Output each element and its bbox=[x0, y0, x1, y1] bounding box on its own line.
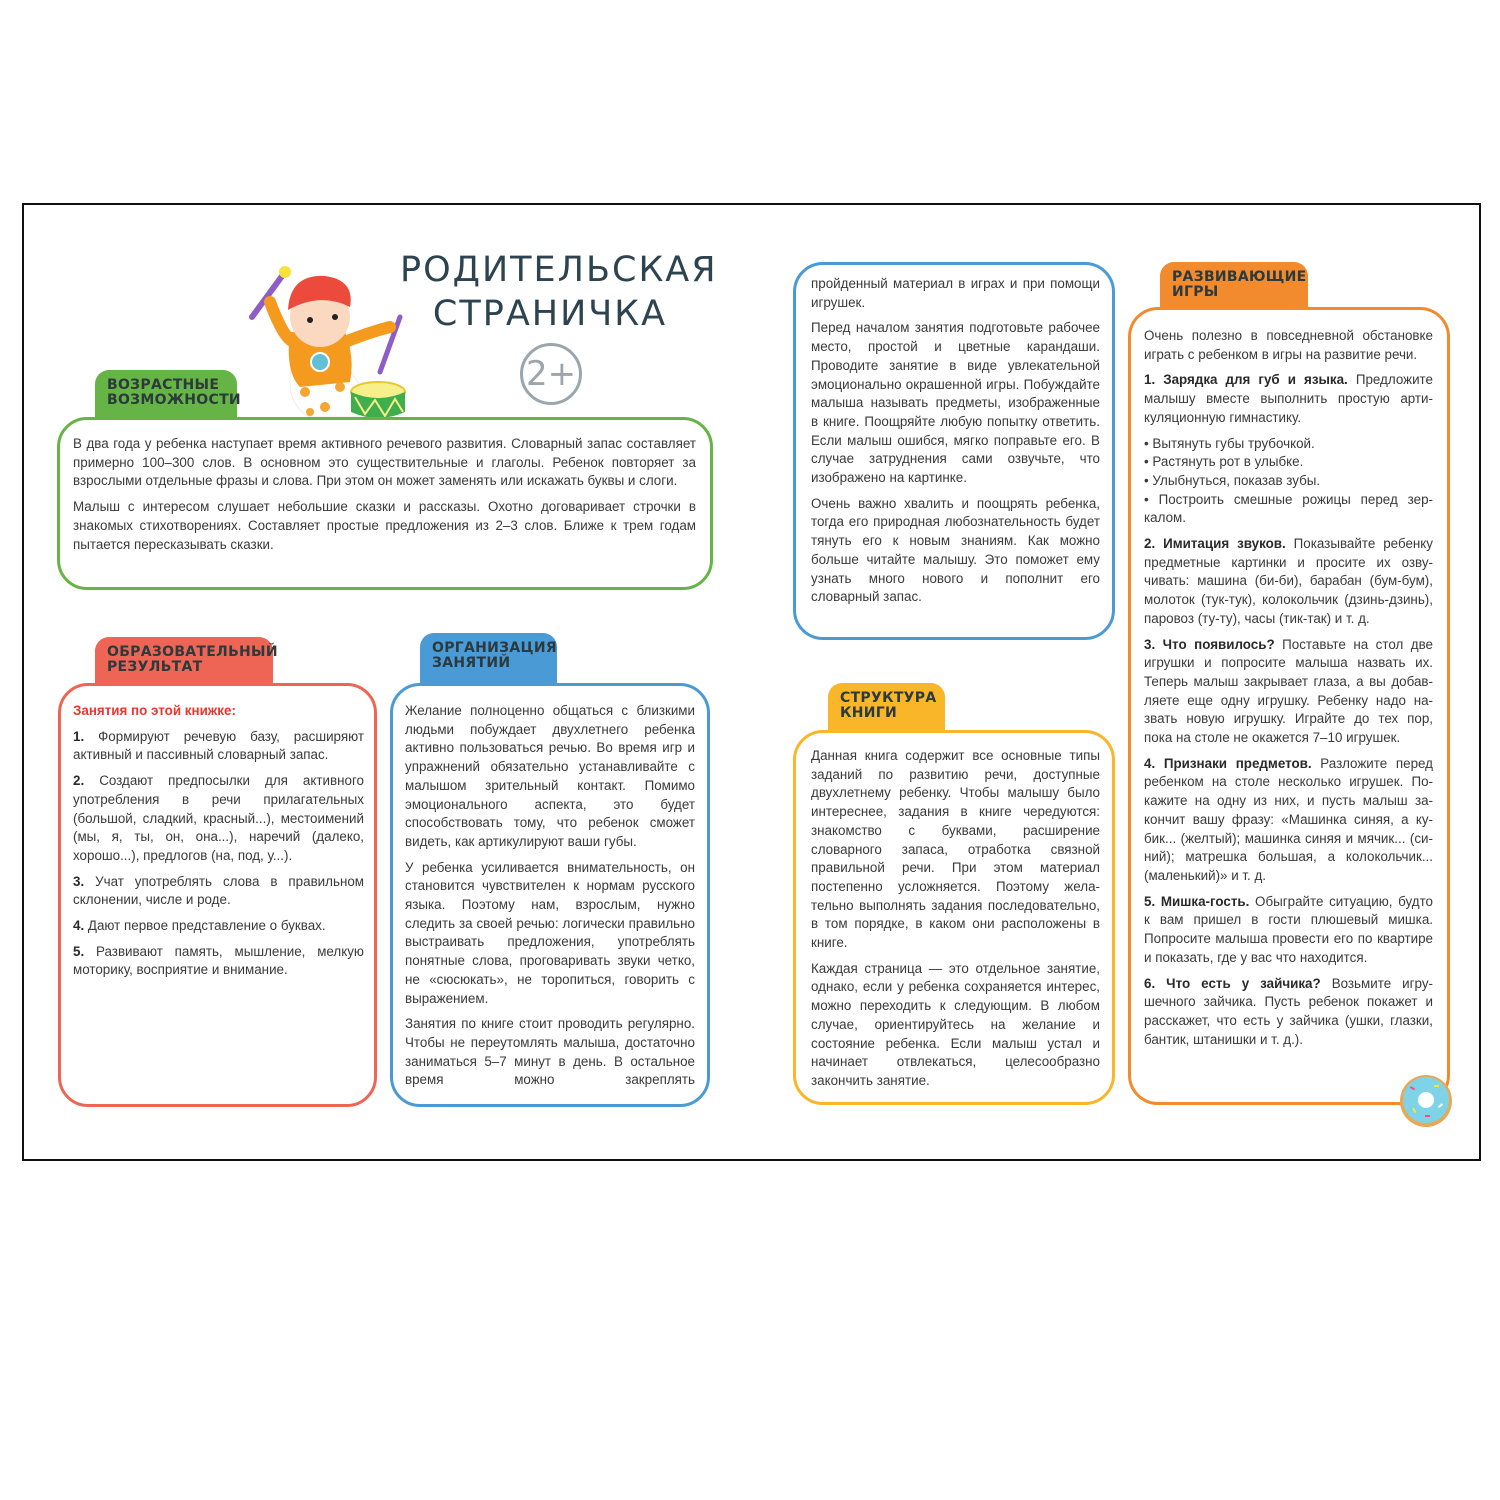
game-text: Обыграйте ситуацию, будто к вам пришел в гости плюшевый мишка. Попросите малыша провести его по квартире и показать, где у вас что находится. bbox=[1144, 893, 1433, 965]
item-text: Развивают память, мышление, мелкую моторику, восприятие и внимание. bbox=[73, 943, 364, 978]
age-abilities-text bbox=[73, 435, 696, 561]
tab-developing-games: РАЗВИВАЮЩИЕ ИГРЫ bbox=[1160, 262, 1308, 310]
title-line-2: СТРАНИЧКА bbox=[432, 294, 668, 334]
list-item bbox=[73, 772, 364, 866]
page-title bbox=[400, 248, 718, 336]
game-item bbox=[1144, 755, 1433, 886]
game-title: 5. Мишка-гость. bbox=[1144, 893, 1250, 909]
intro-paragraph: Очень полезно в повседневной обстановке играть с ребенком в игры на развитие речи. bbox=[1144, 328, 1433, 362]
organization-continued-text bbox=[811, 275, 1100, 614]
item-number: 3. bbox=[73, 873, 85, 889]
paragraph: Данная книга содержит все основные типы заданий по развитию речи, доступные двухлетнему ребенку. Чтобы малышу было интереснее, задания в книге чередуются: знакомство с буквами, расширение словарного запаса, отработка связной правильной речи. При этом материал постепенно усложняется. Поэтому желательно выполнять задания последовательно, в том порядке, в каком они расположены в книге. bbox=[811, 748, 1100, 951]
list-item bbox=[73, 943, 364, 980]
item-number: 5. bbox=[73, 943, 85, 959]
game-item bbox=[1144, 636, 1433, 748]
paragraph: пройденный материал в играх и при помощи игрушек. bbox=[811, 276, 1100, 310]
game-item bbox=[1144, 893, 1433, 968]
item-number: 2. bbox=[73, 773, 85, 789]
paragraph: У ребенка усиливается внимательность, он становится чувствителен к нормам русского языка. Поэтому нам, взрослым, нужно следить за своей речью: логически правильно выстраивать предложения, употреблять понятные слова, проговаривать звуки четко, не «сюсюкать», не торопиться, говорить с выражением. bbox=[405, 859, 695, 1006]
game-text: Предложите малышу вместе выполнить простую артикуляционную гимнастику. bbox=[1144, 372, 1433, 425]
tab-age-abilities: ВОЗРАСТНЫЕ ВОЗМОЖНОСТИ bbox=[95, 370, 237, 420]
game-text: Показывайте ребенку предметные картинки и просите их озвучивать: машина (би-би), барабан (бум-бум), молоток (тук-тук), колокольчик (дзинь-дзинь), паровоз (ту-ту), часы (тик-так) и т. д. bbox=[1144, 536, 1434, 626]
paragraph: Желание полноценно общаться с близкими людьми побуждает двухлетнего ребенка активно пользоваться речью. Во время игр и упражнений обязательно устанавливайте с малышом зрительный контакт. Помимо эмоционального аспекта, это будет способствовать тому, что ребенок сможет видеть, как артикулируют ваши губы. bbox=[405, 703, 695, 849]
tab-organization: ОРГАНИЗАЦИЯ ЗАНЯТИЙ bbox=[420, 633, 557, 685]
developing-games-text bbox=[1144, 327, 1433, 1056]
exercise-item: • Улыбнуться, показав зубы. bbox=[1144, 472, 1433, 491]
exercise-item: • Вытянуть губы трубочкой. bbox=[1144, 435, 1433, 454]
paragraph: Перед началом занятия подготовьте рабочее место, простой и цветные карандаши. Проводите занятие в виде увлекательной эмоционально окрашенной игры. Побуждайте малыша называть предметы, изображенные в книге. Поощряйте любую попытку ответить. Если малыш ошибся, мягко поправьте его. В случае затруднения сами озвучьте, что изображено на картинке. bbox=[811, 320, 1100, 486]
kid-drummer-illustration bbox=[240, 262, 420, 422]
item-text: Создают предпосылки для активного употребления в речи прилагательных (большой, сладкий, красный...), местоимений (мы, я, ты, он, она...), наречий (далеко, хорошо...), предлогов (на, под, у...). bbox=[73, 773, 364, 863]
organization-text bbox=[405, 702, 695, 1097]
item-text: Формируют речевую базу, расширяют активный и пассивный словарный запас. bbox=[73, 728, 364, 763]
game-title: 1. Зарядка для губ и языка. bbox=[1144, 372, 1348, 388]
educational-result-text bbox=[73, 702, 364, 987]
paragraph: Занятия по книге стоит проводить регулярно. Чтобы не переутомлять малыша, достаточно заниматься 5–7 минут в день. В остальное время можно закреплять bbox=[405, 1016, 695, 1088]
item-number: 4. bbox=[73, 918, 85, 934]
list-item bbox=[73, 917, 364, 936]
item-text: Учат употреблять слова в правильном склонении, числе и роде. bbox=[73, 873, 364, 908]
item-text: Дают первое представление о буквах. bbox=[87, 918, 326, 934]
age-badge: 2+ bbox=[520, 343, 582, 405]
paragraph: Очень важно хвалить и поощрять ребенка, тогда его природная любознательность будет тянуть его к новым знаниям. Как можно больше читайте малышу. Это поможет ему узнать много нового и пополнит его словарный запас. bbox=[811, 495, 1100, 605]
intro-heading: Занятия по этой книжке: bbox=[73, 703, 236, 718]
exercise-item: • Построить смешные рожицы перед зеркалом. bbox=[1144, 491, 1433, 528]
game-text: Разложите перед ребенком на столе несколько игрушек. Покажите на одну из них, и пусть малыш закончит вашу фразу: «Машинка синяя, а кубик... (желтый); машинка синяя и мячик... (синий); матрешка большая, а колокольчик... (маленький)» и т. д. bbox=[1144, 755, 1433, 883]
paragraph: Каждая страница — это отдельное занятие, однако, если у ребенка сохраняется интерес, можно переходить к следующим. В любом случае, ориентируйтесь на желание и состояние ребенка. Если малыш устал и начинает отвлекаться, целесообразно закончить занятие. bbox=[811, 960, 1100, 1088]
game-title: 2. Имитация звуков. bbox=[1144, 536, 1286, 552]
paragraph: Малыш с интересом слушает небольшие сказки и рассказы. Охотно договаривает строчки в знакомых стихотворениях. Составляет простые предложения из 2–3 слов. Ближе к трем годам пытается пересказывать сказки. bbox=[73, 499, 696, 552]
game-text: Поставьте на стол две игрушки и попросите малыша назвать их. Теперь малыш закрывает глаза, а вы добавляете еще одну игрушку. Ребенку надо назвать новую игрушку. Играйте до тех пор, пока на столе не окажется 7–10 игрушек. bbox=[1144, 636, 1433, 746]
list-item bbox=[73, 873, 364, 910]
game-item bbox=[1144, 371, 1433, 427]
game-item bbox=[1144, 975, 1433, 1050]
game-title: 4. Признаки предметов. bbox=[1144, 755, 1312, 771]
game-text: Возьмите игрушечного зайчика. Пусть ребенок покажет и расскажет, что есть у зайчика (ушки, глазки, бантик, штанишки и т. д.). bbox=[1144, 975, 1433, 1047]
tab-book-structure: СТРУКТУРА КНИГИ bbox=[828, 683, 945, 733]
donut-icon bbox=[1398, 1073, 1454, 1129]
game-item bbox=[1144, 535, 1433, 629]
exercise-list bbox=[1144, 435, 1433, 529]
game-title: 3. Что появилось? bbox=[1144, 636, 1275, 652]
paragraph: В два года у ребенка наступает время активного речевого развития. Словарный запас составляет примерно 100–300 слов. В основном это существительные и глаголы. Ребенок повторяет за взрослыми отдельные фразы и слова. При этом он может заменять или искажать буквы и слоги. bbox=[73, 436, 696, 489]
item-number: 1. bbox=[73, 728, 85, 744]
exercise-item: • Растянуть рот в улыбке. bbox=[1144, 453, 1433, 472]
tab-educational-result: ОБРАЗОВАТЕЛЬНЫЙ РЕЗУЛЬТАТ bbox=[95, 637, 273, 685]
book-structure-text bbox=[811, 747, 1100, 1098]
list-item bbox=[73, 728, 364, 765]
title-line-1: РОДИТЕЛЬСКАЯ bbox=[400, 250, 718, 290]
game-title: 6. Что есть у зайчика? bbox=[1144, 975, 1321, 991]
